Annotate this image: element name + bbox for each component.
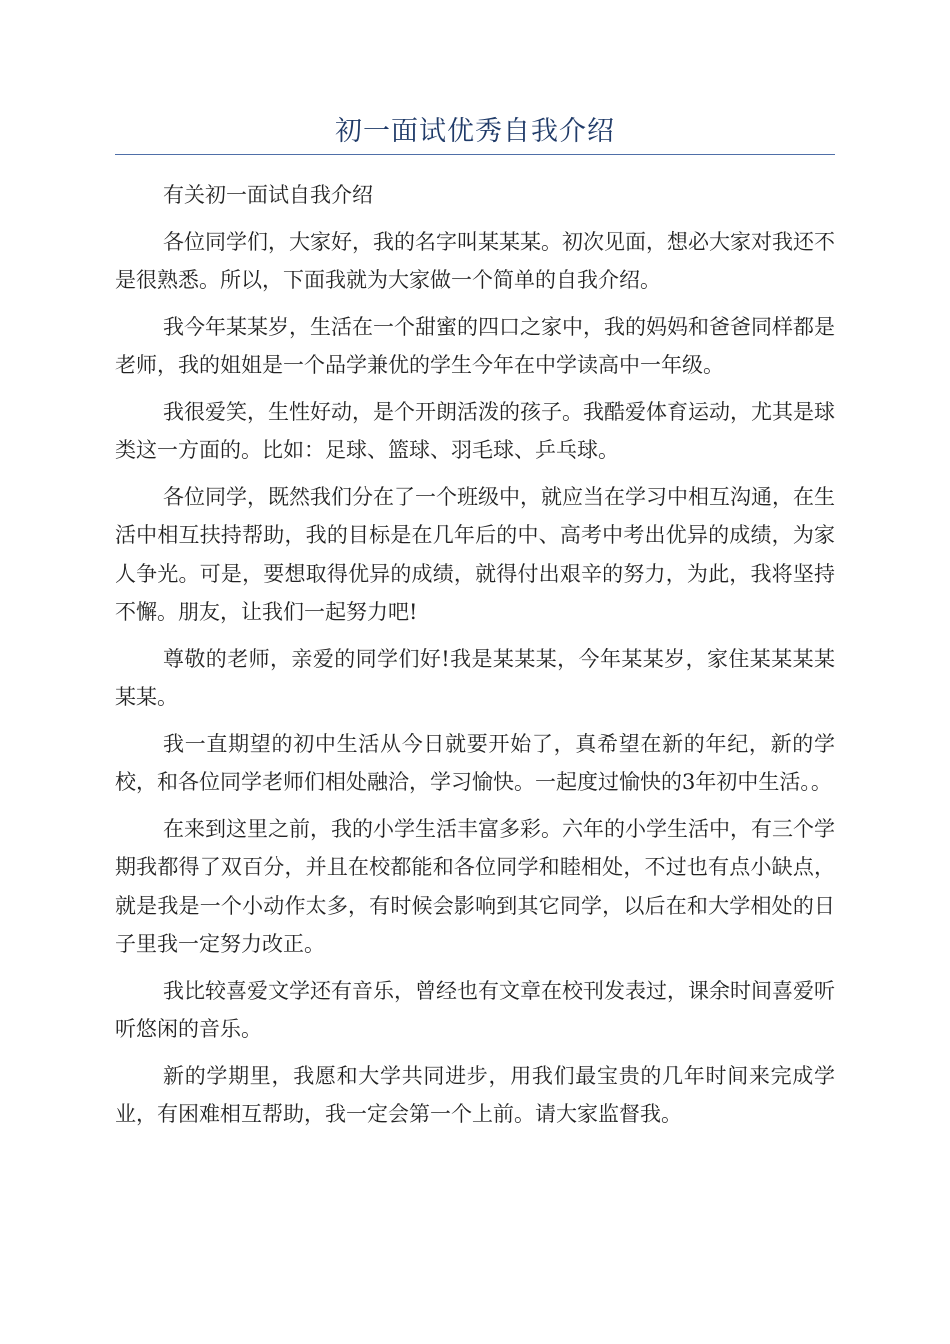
paragraph-new-semester: 新的学期里，我愿和大学共同进步，用我们最宝贵的几年时间来完成学业，有困难相互帮助，我一定会第一个上前。请大家监督我。 (115, 1063, 835, 1126)
paragraph-literature-music: 我比较喜爱文学还有音乐，曾经也有文章在校刊发表过，课余时间喜爱听听悠闲的音乐。 (115, 978, 835, 1041)
paragraph-expectations: 我一直期望的初中生活从今日就要开始了，真希望在新的年纪，新的学校，和各位同学老师们相处融洽，学习愉快。一起度过愉快的3年初中生活。。 (115, 731, 835, 794)
document-body (115, 176, 835, 1142)
paragraph-goals: 各位同学，既然我们分在了一个班级中，就应当在学习中相互沟通，在生活中相互扶持帮助，我的目标是在几年后的中、高考中考出优异的成绩，为家人争光。可是，要想取得优异的成绩，就得付出艰辛的努力，为此，我将坚持不懈。朋友，让我们一起努力吧! (115, 484, 835, 624)
paragraph-subtitle: 有关初一面试自我介绍 (163, 183, 373, 207)
title-underline (115, 154, 835, 155)
paragraph-greeting: 各位同学们，大家好，我的名字叫某某某。初次见面，想必大家对我还不是很熟悉。所以，下面我就为大家做一个简单的自我介绍。 (115, 229, 835, 292)
paragraph-family: 我今年某某岁，生活在一个甜蜜的四口之家中，我的妈妈和爸爸同样都是老师，我的姐姐是一个品学兼优的学生今年在中学读高中一年级。 (115, 314, 835, 377)
paragraph-hobbies: 我很爱笑，生性好动，是个开朗活泼的孩子。我酷爱体育运动，尤其是球类这一方面的。比如：足球、篮球、羽毛球、乒乓球。 (115, 399, 835, 462)
paragraph-primary-school: 在来到这里之前，我的小学生活丰富多彩。六年的小学生活中，有三个学期我都得了双百分，并且在校都能和各位同学和睦相处，不过也有点小缺点，就是我是一个小动作太多，有时候会影响到其它同学，以后在和大学相处的日子里我一定努力改正。 (115, 816, 835, 956)
paragraph-introduction: 尊敬的老师，亲爱的同学们好!我是某某某，今年某某岁，家住某某某某某某。 (115, 646, 835, 709)
document-title: 初一面试优秀自我介绍 (335, 116, 615, 147)
